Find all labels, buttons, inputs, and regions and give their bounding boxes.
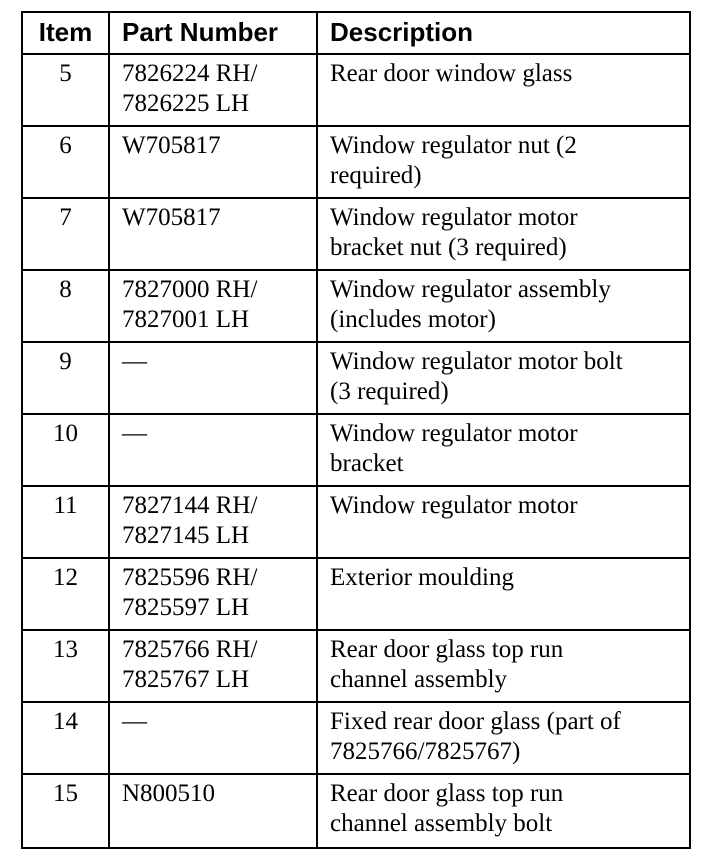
description-line: Window regulator motor [330, 204, 578, 231]
description-cell [317, 630, 690, 702]
description-line: Window regulator motor bolt [330, 348, 623, 375]
description-cell [317, 558, 690, 630]
part-number-cell [109, 270, 317, 342]
item-cell: 14 [22, 702, 109, 774]
part-number-cell [109, 342, 317, 414]
part-number-line: N800510 [122, 780, 216, 807]
item-cell: 11 [22, 486, 109, 558]
part-number-line: 7827145 LH [122, 522, 250, 549]
part-number-line: W705817 [122, 204, 221, 231]
description-line: (includes motor) [330, 306, 496, 333]
part-number-line: 7825767 LH [122, 666, 250, 693]
column-header-description: Description [317, 12, 690, 54]
table-row [22, 198, 690, 270]
part-number-line: 7827000 RH/ [122, 276, 258, 303]
part-number-cell [109, 558, 317, 630]
item-cell: 5 [22, 54, 109, 126]
description-line: (3 required) [330, 378, 449, 405]
table-row [22, 270, 690, 342]
item-cell: 13 [22, 630, 109, 702]
description-line: Rear door glass top run [330, 636, 564, 663]
item-cell: 9 [22, 342, 109, 414]
column-header-item: Item [22, 12, 109, 54]
description-cell [317, 414, 690, 486]
part-number-cell [109, 630, 317, 702]
description-cell [317, 702, 690, 774]
description-cell [317, 198, 690, 270]
description-line: Exterior moulding [330, 564, 514, 591]
table-row [22, 630, 690, 702]
table-body [22, 54, 690, 848]
description-line: Window regulator nut (2 [330, 132, 577, 159]
part-number-line: 7827001 LH [122, 306, 250, 333]
description-line: Fixed rear door glass (part of [330, 708, 621, 735]
part-number-line: 7826224 RH/ [122, 60, 258, 87]
item-cell: 6 [22, 126, 109, 198]
item-cell: 12 [22, 558, 109, 630]
description-line: channel assembly bolt [330, 810, 553, 837]
column-header-part-number: Part Number [109, 12, 317, 54]
description-line: Rear door glass top run [330, 780, 564, 807]
description-line: Rear door window glass [330, 60, 573, 87]
description-line: bracket nut (3 required) [330, 234, 567, 261]
table-row [22, 558, 690, 630]
table-row [22, 126, 690, 198]
description-line: bracket [330, 450, 404, 477]
table-row [22, 414, 690, 486]
part-number-cell [109, 126, 317, 198]
part-number-line: 7825596 RH/ [122, 564, 258, 591]
table-row [22, 54, 690, 126]
part-number-line: 7825766 RH/ [122, 636, 258, 663]
description-line: Window regulator motor [330, 420, 578, 447]
item-cell: 7 [22, 198, 109, 270]
item-cell: 15 [22, 774, 109, 848]
description-cell [317, 270, 690, 342]
part-number-line: 7827144 RH/ [122, 492, 258, 519]
part-number-line: — [122, 420, 147, 447]
part-number-cell [109, 414, 317, 486]
part-number-line: 7826225 LH [122, 90, 250, 117]
description-line: Window regulator assembly [330, 276, 611, 303]
item-cell: 10 [22, 414, 109, 486]
description-cell [317, 342, 690, 414]
part-number-cell [109, 486, 317, 558]
description-cell [317, 54, 690, 126]
part-number-cell [109, 198, 317, 270]
table-row [22, 342, 690, 414]
description-line: required) [330, 162, 422, 189]
part-number-line: W705817 [122, 132, 221, 159]
item-cell: 8 [22, 270, 109, 342]
part-number-line: — [122, 348, 147, 375]
description-line: channel assembly [330, 666, 508, 693]
description-line: Window regulator motor [330, 492, 578, 519]
table-header-row [22, 12, 690, 54]
description-line: 7825766/7825767) [330, 738, 521, 765]
table-row [22, 486, 690, 558]
description-cell [317, 774, 690, 848]
part-number-cell [109, 54, 317, 126]
parts-table [21, 11, 691, 849]
table-row [22, 702, 690, 774]
description-cell [317, 126, 690, 198]
part-number-line: — [122, 708, 147, 735]
part-number-line: 7825597 LH [122, 594, 250, 621]
part-number-cell [109, 774, 317, 848]
part-number-cell [109, 702, 317, 774]
description-cell [317, 486, 690, 558]
table-row [22, 774, 690, 848]
